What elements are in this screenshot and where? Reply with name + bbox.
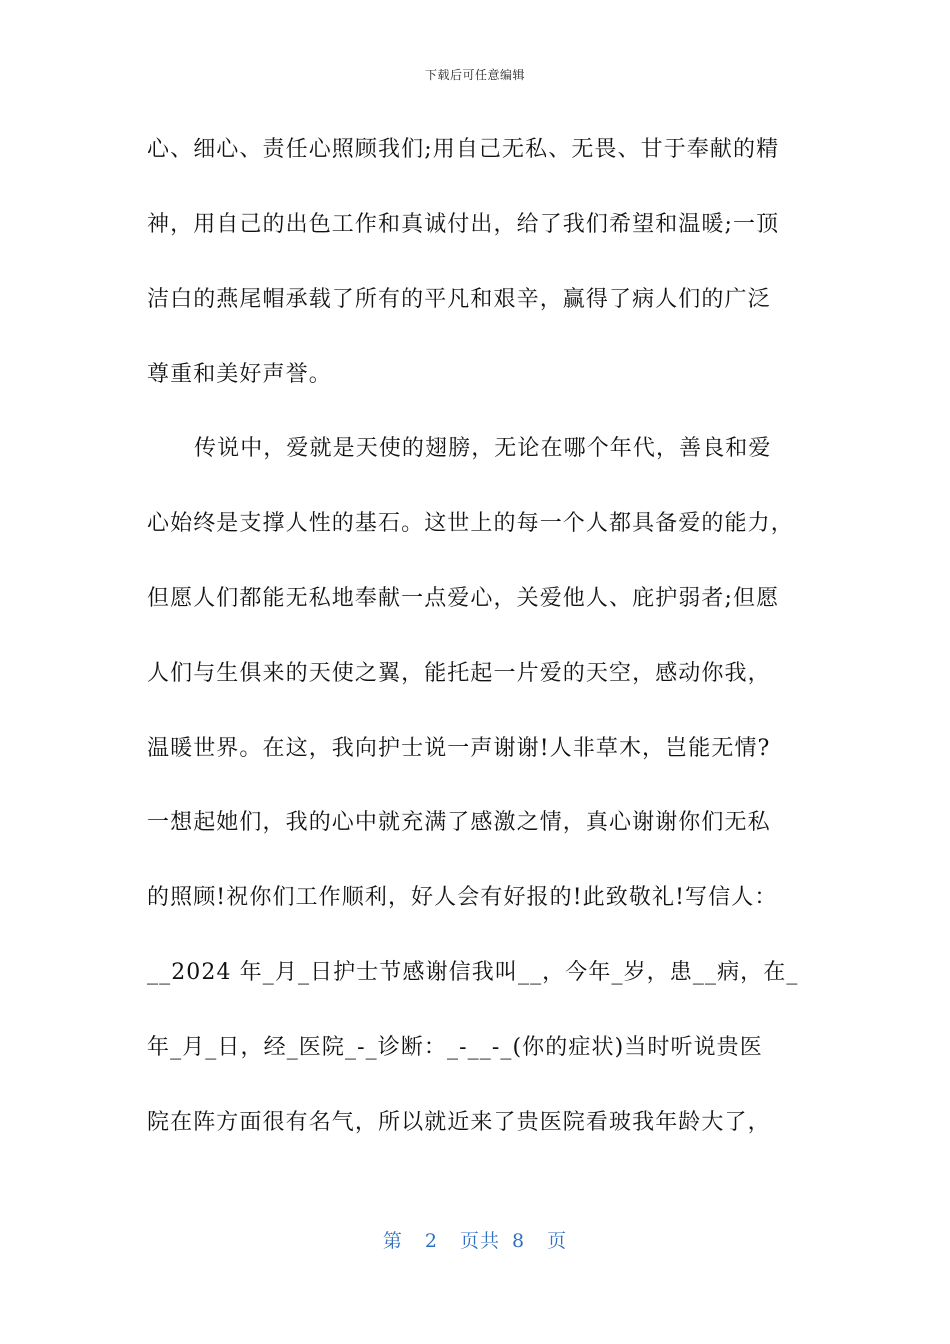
footer-middle: 页共 (459, 1230, 500, 1252)
footer-page-number: 2 (424, 1230, 438, 1252)
footer-suffix: 页 (547, 1230, 568, 1252)
page-footer (0, 1226, 950, 1253)
text-line: 的照顾!祝你们工作顺利，好人会有好报的!此致敬礼!写信人： (147, 885, 778, 910)
footer-total-pages: 8 (512, 1230, 526, 1252)
text-line: 心、细心、责任心照顾我们;用自己无私、无畏、甘于奉献的精 (147, 137, 780, 162)
footer-prefix: 第 (382, 1230, 403, 1252)
text-line: 年_月_日，经_医院_-_诊断：_-__-_(你的症状)当时听说贵医 (147, 1035, 763, 1060)
text-line: 传说中，爱就是天使的翅膀，无论在哪个年代，善良和爱 (194, 436, 772, 461)
text-line: __2024 年_月_日护士节感谢信我叫__，今年_岁，患__病，在_ (147, 960, 799, 985)
text-line: 人们与生俱来的天使之翼，能托起一片爱的天空，感动你我， (147, 661, 771, 686)
text-line: 神，用自己的出色工作和真诚付出，给了我们希望和温暖;一顶 (147, 212, 780, 237)
text-line: 院在阵方面很有名气，所以就近来了贵医院看玻我年龄大了， (147, 1110, 771, 1135)
text-line: 洁白的燕尾帽承载了所有的平凡和艰辛，赢得了病人们的广泛 (147, 287, 771, 312)
text-line: 尊重和美好声誉。 (147, 362, 332, 387)
text-line: 心始终是支撑人性的基石。这世上的每一个人都具备爱的能力， (147, 511, 794, 536)
text-line: 一想起她们，我的心中就充满了感激之情，真心谢谢你们无私 (147, 810, 771, 835)
text-line: 温暖世界。在这，我向护士说一声谢谢!人非草木，岂能无情? (147, 736, 771, 761)
text-line: 但愿人们都能无私地奉献一点爱心，关爱他人、庇护弱者;但愿 (147, 586, 780, 611)
page-header: 下载后可任意编辑 (424, 68, 525, 82)
